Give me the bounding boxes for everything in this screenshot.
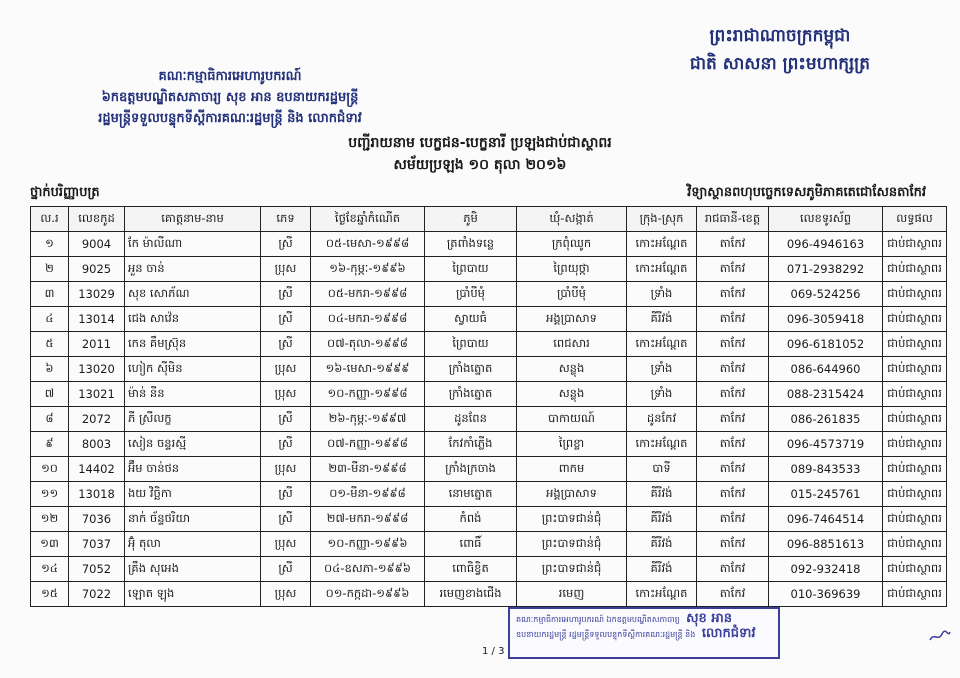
cell-result: ជាប់ជាស្ថាពរ [883,382,947,407]
cell-village: កែវកាំភ្លើង [425,432,517,457]
cell-name: អួន ចាន់ [125,257,261,282]
cell-commune: អង្គប្រាសាទ [517,307,627,332]
cell-province: តាកែវ [697,457,769,482]
table-row [31,232,947,257]
table-header-row [31,207,947,232]
cell-no: ៣ [31,282,69,307]
degree-level: ថ្នាក់បរិញ្ញាបត្រ [30,185,100,200]
column-header: ថ្ងៃខែឆ្នាំកំណើត [311,207,425,232]
cell-phone: 088-2315424 [769,382,883,407]
cell-province: តាកែវ [697,532,769,557]
cell-dob: ២៣-មីនា-១៩៩៨ [311,457,425,482]
table-row [31,482,947,507]
table-row [31,332,947,357]
table-row [31,432,947,457]
cell-province: តាកែវ [697,482,769,507]
cell-result: ជាប់ជាស្ថាពរ [883,482,947,507]
cell-dob: ០៧-តុលា-១៩៩៨ [311,332,425,357]
cell-district: កោះអណ្តែត [627,332,697,357]
signature-scribble-icon [928,628,952,644]
cell-district: កោះអណ្តែត [627,257,697,282]
cell-name: សុខ សោភ័ណ [125,282,261,307]
cell-phone: 069-524256 [769,282,883,307]
cell-commune: ពេជសារ [517,332,627,357]
cell-dob: ០៥-មេសា-១៩៩៨ [311,232,425,257]
cell-province: តាកែវ [697,307,769,332]
cell-no: ១៥ [31,582,69,607]
cell-district: គីរីវង់ [627,307,697,332]
cell-district: ទ្រាំង [627,282,697,307]
cell-phone: 096-4573719 [769,432,883,457]
cell-dob: ១៦-មេសា-១៩៩៩ [311,357,425,382]
cell-commune: ពាកម [517,457,627,482]
cell-village: ស្វាយធំ [425,307,517,332]
cell-commune: ព្រះបាទជាន់ជុំ [517,557,627,582]
table-row [31,307,947,332]
cell-province: តាកែវ [697,257,769,282]
cell-result: ជាប់ជាស្ថាពរ [883,557,947,582]
cell-sex: ស្រី [261,482,311,507]
cell-province: តាកែវ [697,432,769,457]
cell-district: គីរីវង់ [627,482,697,507]
cell-sex: ប្រុស [261,357,311,382]
cell-phone: 089-843533 [769,457,883,482]
table-row [31,557,947,582]
cell-commune: រមេញ [517,582,627,607]
cell-sex: ប្រុស [261,582,311,607]
cell-name: ហៀក ស៊ីមិន [125,357,261,382]
cell-province: តាកែវ [697,357,769,382]
organization-heading [70,66,390,129]
cell-sex: ស្រី [261,282,311,307]
cell-commune: ព្រះបាទជាន់ជុំ [517,532,627,557]
cell-commune: ព្រៃយុថ្កា [517,257,627,282]
cell-village: នោមត្នោត [425,482,517,507]
cell-no: ២ [31,257,69,282]
official-stamp [508,607,780,659]
cell-dob: ០៥-មករា-១៩៩៨ [311,282,425,307]
cell-phone: 096-8851613 [769,532,883,557]
cell-village: ត្រពាំងទន្លេ [425,232,517,257]
document-title-block [0,132,960,176]
table-body [31,232,947,607]
cell-phone: 092-932418 [769,557,883,582]
column-header: ភេទ [261,207,311,232]
cell-commune: ប្រាំបីមុំ [517,282,627,307]
cell-result: ជាប់ជាស្ថាពរ [883,457,947,482]
cell-no: ១ [31,232,69,257]
cell-village: ក្រាំងត្នោត [425,382,517,407]
cell-code: 2072 [69,407,125,432]
cell-province: តាកែវ [697,282,769,307]
document-title: បញ្ជីរាយនាម បេក្ខជន-បេក្ខនារី ប្រឡងជាប់ជាស្ថាពរ [348,135,612,151]
cell-name: សៀន ចន្ទរស្មី [125,432,261,457]
cell-province: តាកែវ [697,582,769,607]
cell-sex: ប្រុស [261,257,311,282]
cell-province: តាកែវ [697,507,769,532]
table-row [31,282,947,307]
cell-name: អ៊ុំ តុលា [125,532,261,557]
stamp-signature-title: លោកជំទាវ [701,626,756,641]
cell-code: 13018 [69,482,125,507]
table-row [31,507,947,532]
cell-no: ៦ [31,357,69,382]
cell-sex: ប្រុស [261,532,311,557]
column-header: ក្រុង-ស្រុក [627,207,697,232]
cell-commune: សន្លុង [517,382,627,407]
cell-code: 7037 [69,532,125,557]
cell-dob: ០៤-ឧសភា-១៩៩៦ [311,557,425,582]
cell-no: ៨ [31,407,69,432]
cell-sex: ស្រី [261,557,311,582]
stamp-line-1: គណៈកម្មាធិការអេហារូបករណ៍ ឯកឧត្តមបណ្ឌិតសភាចារ្យ [516,615,680,624]
cell-village: កំពង់ [425,507,517,532]
cell-name: គ្រឹង សុអេង [125,557,261,582]
cell-village: ប្រាំបីមុំ [425,282,517,307]
org-line-3: រដ្ឋមន្ត្រីទទួលបន្ទុកទីស្ដីការគណៈរដ្ឋមន្ត្រី និង លោកជំទាវ [98,111,362,126]
cell-district: គីរីវង់ [627,532,697,557]
column-header: រាជធានី-ខេត្ត [697,207,769,232]
table-row [31,382,947,407]
cell-result: ជាប់ជាស្ថាពរ [883,507,947,532]
cell-village: ក្រាំងក្រចាង [425,457,517,482]
cell-phone: 086-261835 [769,407,883,432]
cell-result: ជាប់ជាស្ថាពរ [883,257,947,282]
cell-commune: សន្លុង [517,357,627,382]
cell-code: 7022 [69,582,125,607]
cell-district: ទ្រាំង [627,382,697,407]
cell-province: តាកែវ [697,557,769,582]
column-header: លេខកូដ [69,207,125,232]
cell-name: ភី ស្រីលក្ខ [125,407,261,432]
cell-phone: 096-4946163 [769,232,883,257]
cell-dob: ០៤-មករា-១៩៩៨ [311,307,425,332]
cell-dob: ០១-មីនា-១៩៩៨ [311,482,425,507]
cell-dob: ០៧-កញ្ញា-១៩៩៨ [311,432,425,457]
cell-village: ព្រៃបាយ [425,257,517,282]
cell-name: ឡោត ឡុង [125,582,261,607]
table-row [31,407,947,432]
cell-sex: ប្រុស [261,382,311,407]
stamp-line-2: ឧបនាយករដ្ឋមន្ត្រី រដ្ឋមន្ត្រីទទួលបន្ទុកទីស្ដីការគណៈរដ្ឋមន្ត្រី និង [516,630,696,639]
cell-district: កោះអណ្តែត [627,232,697,257]
cell-name: ម៉ាន់ នីន [125,382,261,407]
cell-district: គីរីវង់ [627,507,697,532]
org-line-1: គណៈកម្មាធិការអេហារូបករណ៍ [158,69,302,84]
cell-commune: អង្គប្រាសាទ [517,482,627,507]
cell-name: នាក់ ច័ន្ទថរិយា [125,507,261,532]
cell-code: 14402 [69,457,125,482]
cell-commune: ព្រះបាទជាន់ជុំ [517,507,627,532]
cell-result: ជាប់ជាស្ថាពរ [883,582,947,607]
cell-village: រមេញខាងជើង [425,582,517,607]
cell-phone: 071-2938292 [769,257,883,282]
cell-village: ដូនពែន [425,407,517,432]
column-header: លទ្ធផល [883,207,947,232]
cell-no: ៧ [31,382,69,407]
page-number: 1 / 3 [482,646,505,657]
cell-result: ជាប់ជាស្ថាពរ [883,432,947,457]
cell-name: អ៊ឹម ចាន់ថន [125,457,261,482]
cell-district: ទ្រាំង [627,357,697,382]
cell-sex: ស្រី [261,507,311,532]
cell-name: កែ ម៉ាលីណា [125,232,261,257]
cell-dob: ០១-កក្កដា-១៩៩៦ [311,582,425,607]
cell-name: ជេង សាវ៉េន [125,307,261,332]
column-header: លេខទូរស័ព្ទ [769,207,883,232]
stamp-signature-name: សុខ អាន [686,611,732,626]
cell-sex: ស្រី [261,307,311,332]
cell-no: ១១ [31,482,69,507]
cell-phone: 096-6181052 [769,332,883,357]
cell-code: 9025 [69,257,125,282]
cell-result: ជាប់ជាស្ថាពរ [883,532,947,557]
cell-village: ព្រៃបាយ [425,332,517,357]
cell-code: 2011 [69,332,125,357]
cell-province: តាកែវ [697,382,769,407]
column-header: ល.រ [31,207,69,232]
cell-phone: 015-245761 [769,482,883,507]
cell-province: តាកែវ [697,332,769,357]
cell-result: ជាប់ជាស្ថាពរ [883,282,947,307]
kingdom-heading [690,22,870,78]
cell-no: ១៤ [31,557,69,582]
cell-phone: 010-369639 [769,582,883,607]
cell-result: ជាប់ជាស្ថាពរ [883,407,947,432]
national-motto: ជាតិ សាសនា ព្រះមហាក្សត្រ [689,54,870,74]
school-name: វិទ្យាស្ថានពហុបច្ចេកទេសភូមិភាគតេជោសែនតាកែវ [687,185,926,200]
cell-village: ពោធិ៍ [425,532,517,557]
cell-district: ដូនកែវ [627,407,697,432]
table-row [31,357,947,382]
table-row [31,457,947,482]
cell-code: 7052 [69,557,125,582]
cell-name: កេន គឹមស្រ៊ុន [125,332,261,357]
cell-phone: 096-7464514 [769,507,883,532]
cell-commune: ក្រពុំឈូក [517,232,627,257]
cell-no: ១៣ [31,532,69,557]
cell-village: ពោធិខ្វិត [425,557,517,582]
cell-no: ៤ [31,307,69,332]
cell-sex: ស្រី [261,432,311,457]
cell-result: ជាប់ជាស្ថាពរ [883,357,947,382]
cell-name: ងយ វិច្ឆិកា [125,482,261,507]
cell-code: 13020 [69,357,125,382]
cell-commune: ព្រៃខ្លា [517,432,627,457]
cell-result: ជាប់ជាស្ថាពរ [883,332,947,357]
cell-no: ១០ [31,457,69,482]
cell-sex: ប្រុស [261,457,311,482]
table-row [31,257,947,282]
cell-phone: 086-644960 [769,357,883,382]
cell-province: តាកែវ [697,232,769,257]
cell-no: ១២ [31,507,69,532]
cell-code: 8003 [69,432,125,457]
cell-sex: ស្រី [261,232,311,257]
cell-no: ៥ [31,332,69,357]
cell-code: 13021 [69,382,125,407]
cell-commune: បាកាយណ៍ [517,407,627,432]
cell-dob: ១៦-កុម្ភៈ-១៩៩៦ [311,257,425,282]
results-table [30,206,947,607]
column-header: គោត្តនាម-នាម [125,207,261,232]
cell-dob: ១០-កញ្ញា-១៩៩៦ [311,532,425,557]
cell-sex: ស្រី [261,407,311,432]
cell-province: តាកែវ [697,407,769,432]
cell-dob: ២៧-មករា-១៩៩៨ [311,507,425,532]
column-header: ឃុំ-សង្កាត់ [517,207,627,232]
table-row [31,532,947,557]
cell-code: 9004 [69,232,125,257]
cell-dob: ១០-កញ្ញា-១៩៩៨ [311,382,425,407]
cell-district: កោះអណ្តែត [627,432,697,457]
table-row [31,582,947,607]
exam-session: សម័យប្រឡង ១០ តុលា ២០១៦ [393,157,567,173]
cell-district: គីរីវង់ [627,557,697,582]
cell-district: កោះអណ្តែត [627,582,697,607]
cell-result: ជាប់ជាស្ថាពរ [883,307,947,332]
cell-district: បាទី [627,457,697,482]
cell-result: ជាប់ជាស្ថាពរ [883,232,947,257]
cell-village: ក្រាំងត្នោត [425,357,517,382]
cell-no: ៩ [31,432,69,457]
column-header: ភូមិ [425,207,517,232]
cell-phone: 096-3059418 [769,307,883,332]
cell-code: 13029 [69,282,125,307]
kingdom-title: ព្រះរាជាណាចក្រកម្ពុជា [709,26,851,46]
cell-dob: ២៦-កុម្ភៈ-១៩៩៧ [311,407,425,432]
org-line-2: ៦កឧត្តមបណ្ឌិតសភាចារ្យ សុខ អាន ឧបនាយករដ្ឋមន្ត្រី [101,90,359,105]
cell-code: 13014 [69,307,125,332]
cell-sex: ស្រី [261,332,311,357]
cell-code: 7036 [69,507,125,532]
